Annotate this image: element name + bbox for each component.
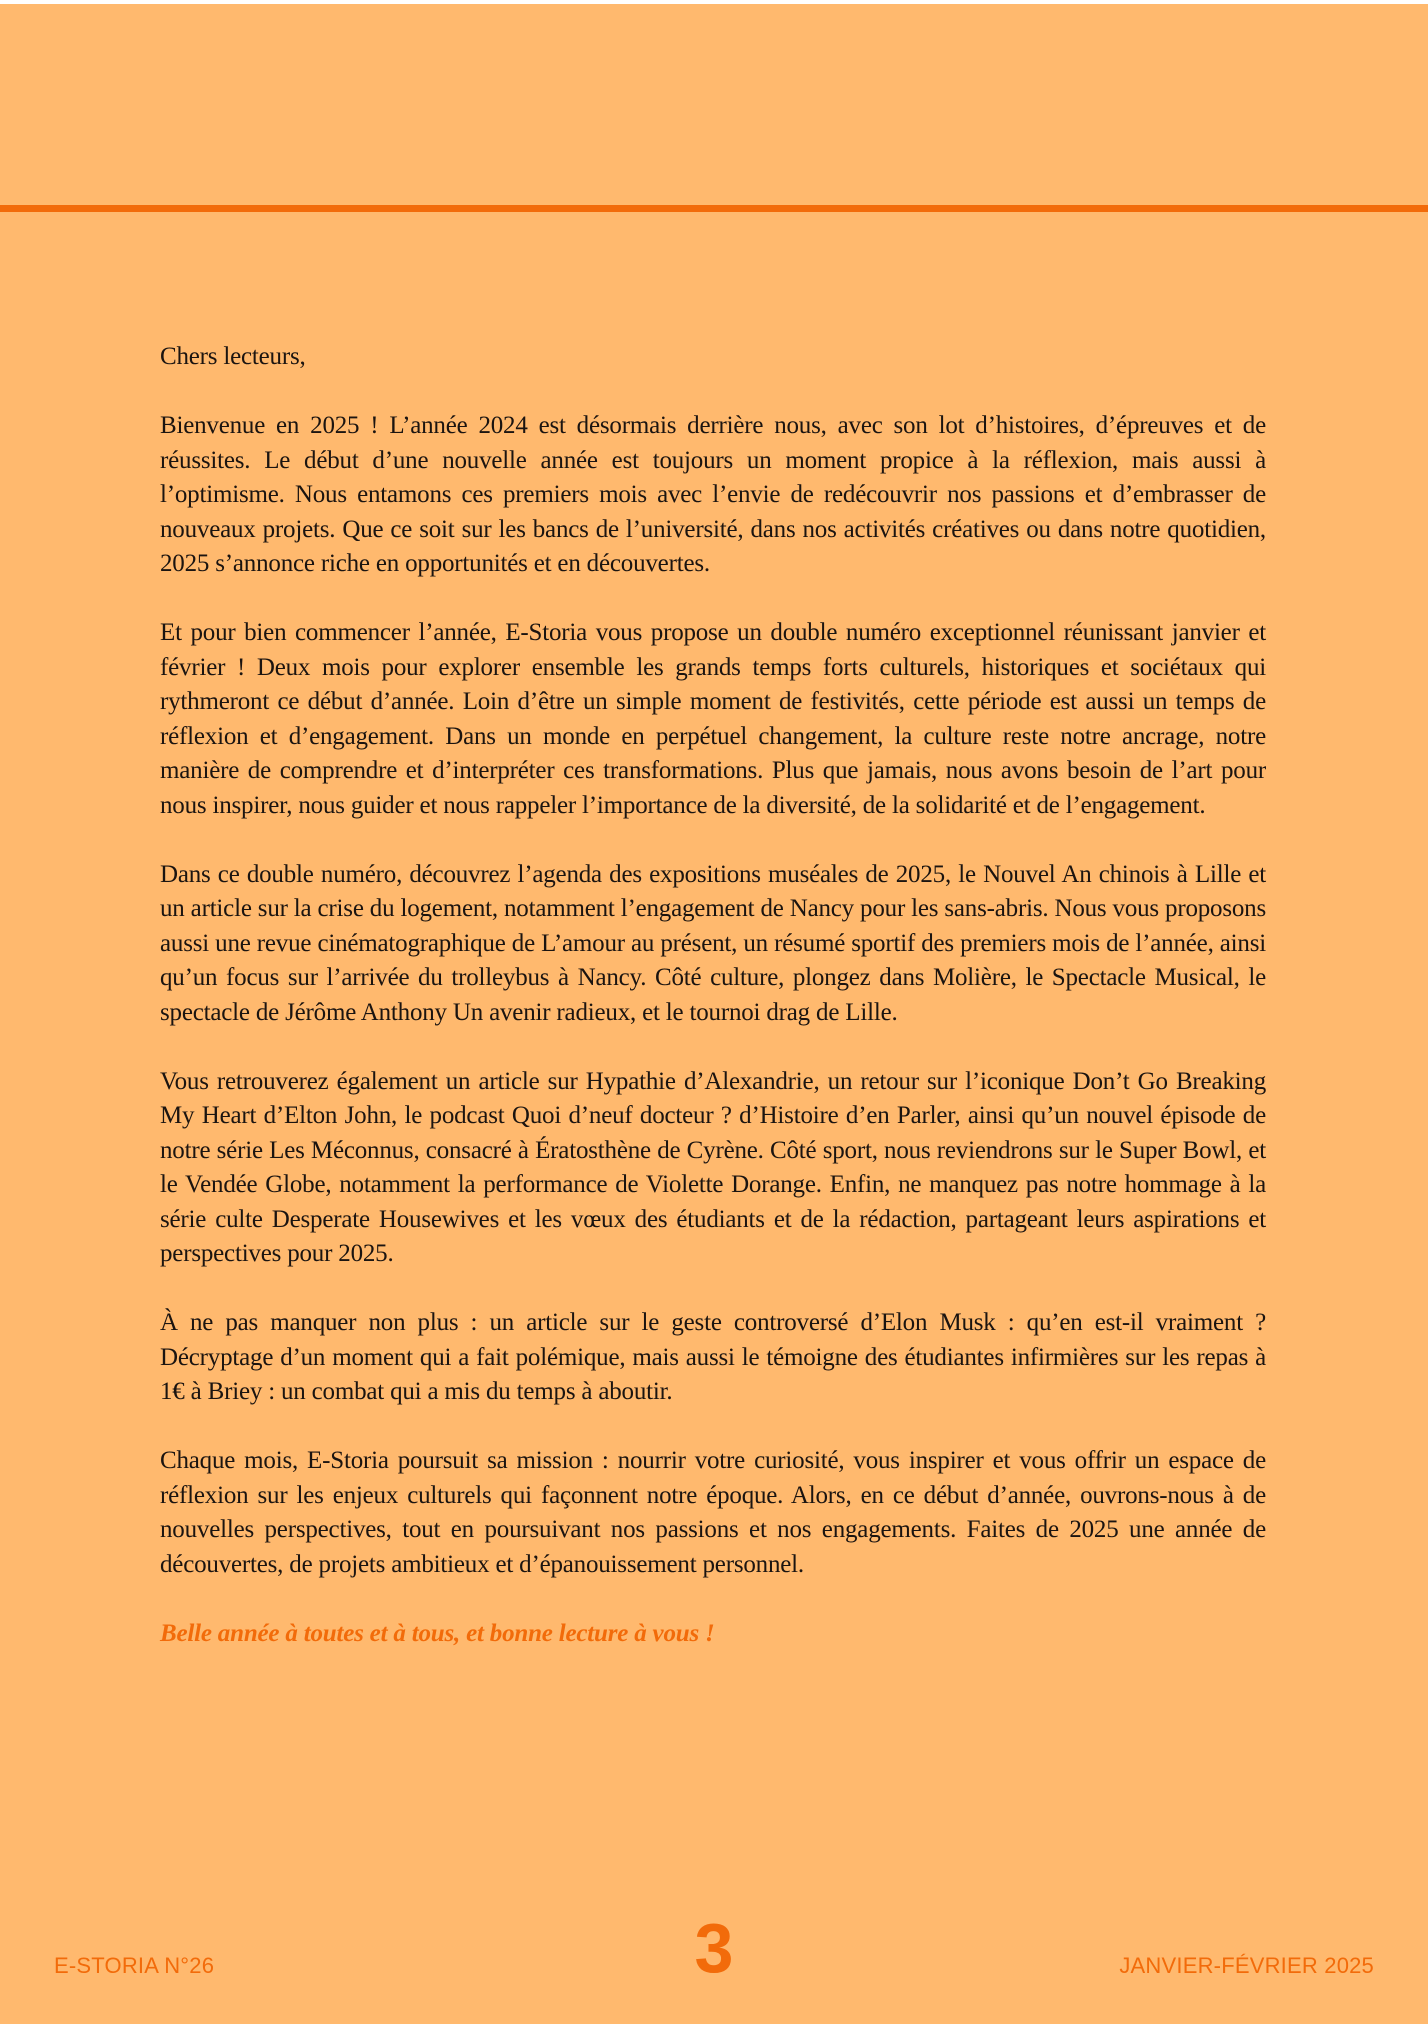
paragraph-contents-1: Dans ce double numéro, découvrez l’agenda des expositions muséales de 2025, le Nouvel An chinois à Lille et un article sur la crise du logement, notamment l’engagement de Nancy pour les sans-abris. Nous vous proposons aussi une revue cinématographique de L’amour au présent, un résumé sportif des premiers mois de l’année, ainsi qu’un focus sur l’arrivée du trolleybus à Nancy. Côté culture, plongez dans Molière, le Spectacle Musical, le spectacle de Jérôme Anthony Un avenir radieux, et le tournoi drag de Lille.: [160, 860, 1266, 1026]
header-divider-line: [0, 205, 1428, 212]
greeting: Chers lecteurs,: [160, 343, 306, 370]
page-number: 3: [694, 1909, 734, 1987]
magazine-page: [0, 4, 1428, 2024]
paragraph-contents-2: Vous retrouverez également un article sur Hypathie d’Alexandrie, un retour sur l’iconique Don’t Go Breaking My Heart d’Elton John, le podcast Quoi d’neuf docteur ? d’Histoire d’en Parler, ainsi qu’un nouvel épisode de notre série Les Méconnus, consacré à Ératosthène de Cyrène. Côté sport, nous reviendrons sur le Super Bowl, et le Vendée Globe, notamment la performance de Violette Dorange. Enfin, ne manquez pas notre hommage à la série culte Desperate Housewives et les vœux des étudiants et de la rédaction, partageant leurs aspirations et perspectives pour 2025.: [160, 1067, 1266, 1267]
footer-publication-name: E-STORIA N°26: [54, 1953, 215, 1978]
footer-issue-date: JANVIER-FÉVRIER 2025: [1119, 1953, 1374, 1978]
closing-line: Belle année à toutes et à tous, et bonne lecture à vous !: [160, 1619, 715, 1647]
paragraph-mission: Chaque mois, E-Storia poursuit sa mission : nourrir votre curiosité, vous inspirer et vous offrir un espace de réflexion sur les enjeux culturels qui façonnent notre époque. Alors, en ce début d’année, ouvrons-nous à de nouvelles perspectives, tout en poursuivant nos passions et nos engagements. Faites de 2025 une année de découvertes, de projets ambitieux et d’épanouissement personnel.: [160, 1447, 1266, 1578]
paragraph-highlights: À ne pas manquer non plus : un article sur le geste controversé d’Elon Musk : qu’en est-il vraiment ? Décryptage d’un moment qui a fait polémique, mais aussi le témoigne des étudiantes infirmières sur les repas à 1€ à Briey : un combat qui a mis du temps à aboutir.: [160, 1309, 1266, 1405]
paragraph-welcome: Bienvenue en 2025 ! L’année 2024 est désormais derrière nous, avec son lot d’histoires, d’épreuves et de réussites. Le début d’une nouvelle année est toujours un moment propice à la réflexion, mais aussi à l’optimisme. Nous entamons ces premiers mois avec l’envie de redécouvrir nos passions et d’embrasser de nouveaux projets. Que ce soit sur les bancs de l’université, dans nos activités créatives ou dans notre quotidien, 2025 s’annonce riche en opportunités et en découvertes.: [160, 412, 1266, 577]
editorial-letter: [160, 340, 1266, 1651]
paragraph-double-issue: Et pour bien commencer l’année, E-Storia vous propose un double numéro exceptionnel réunissant janvier et février ! Deux mois pour explorer ensemble les grands temps forts culturels, historiques et sociétaux qui rythmeront ce début d’année. Loin d’être un simple moment de festivités, cette période est aussi un temps de réflexion et d’engagement. Dans un monde en perpétuel changement, la culture reste notre ancrage, notre manière de comprendre et d’interpréter ces transformations. Plus que jamais, nous avons besoin de l’art pour nous inspirer, nous guider et nous rappeler l’importance de la diversité, de la solidarité et de l’engagement.: [160, 619, 1266, 819]
